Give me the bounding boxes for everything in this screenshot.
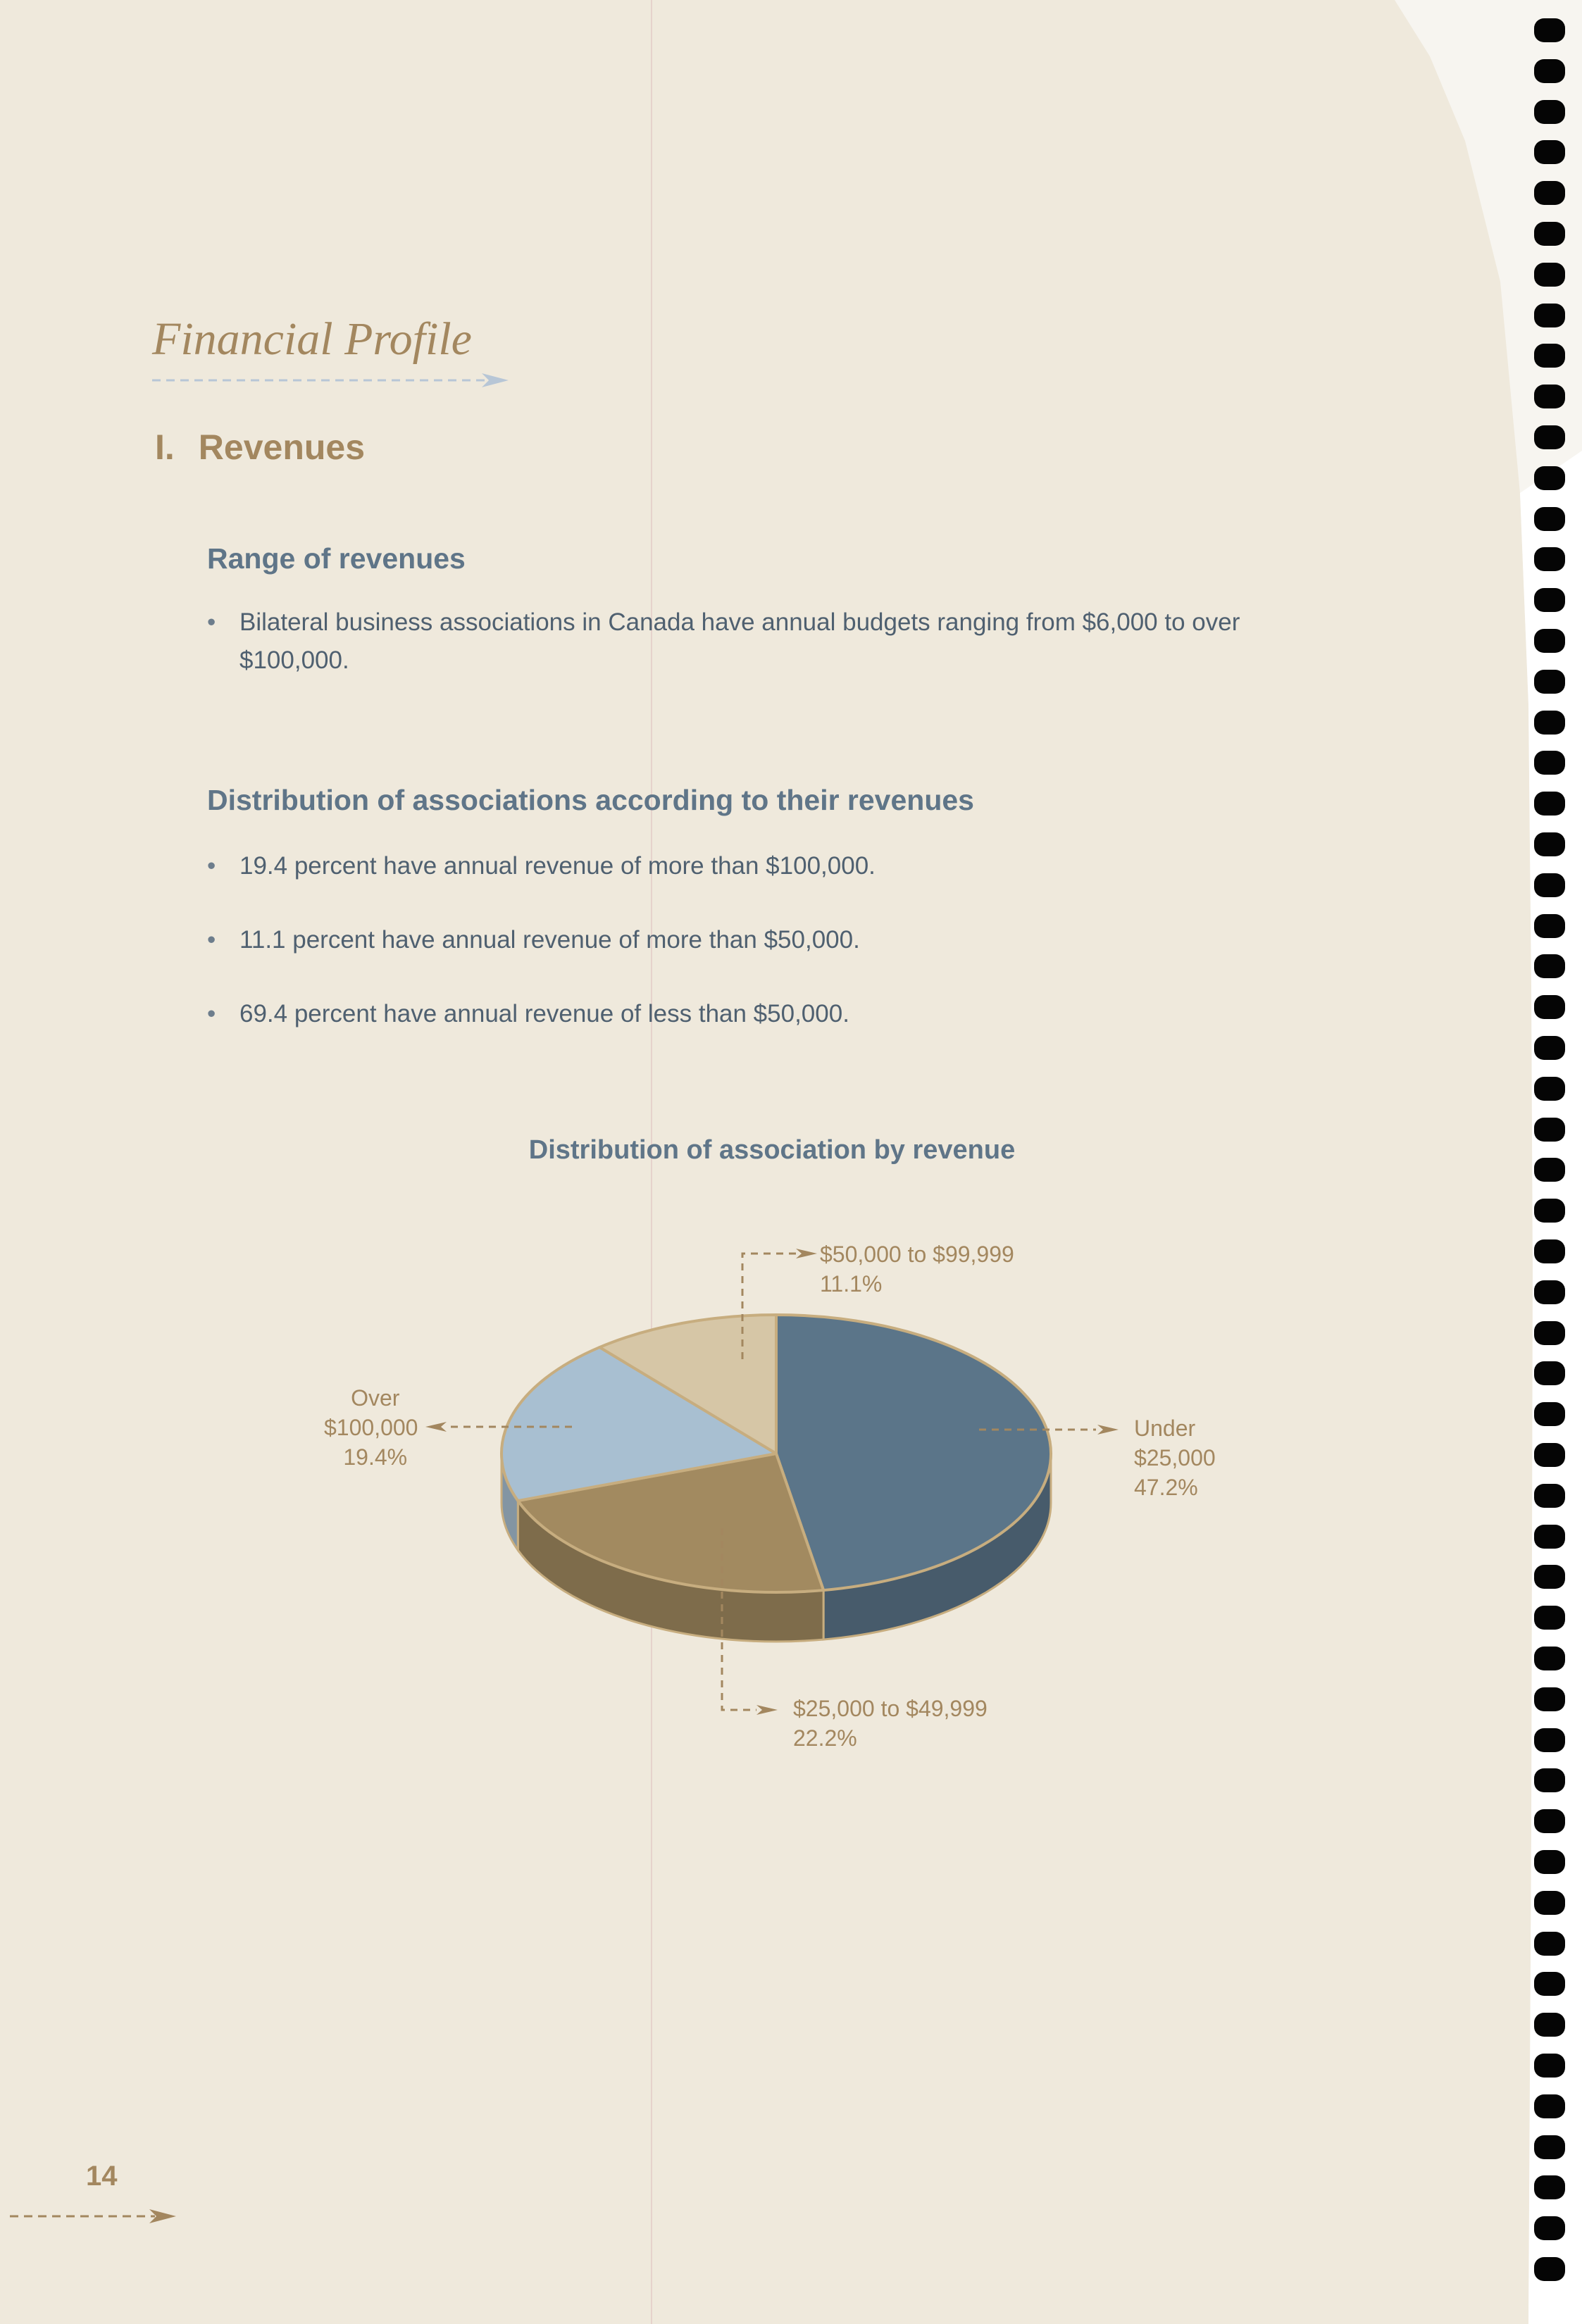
- binding-hole: [1534, 954, 1565, 978]
- binding-hole: [1534, 873, 1565, 897]
- binding-hole: [1534, 995, 1565, 1019]
- slice-value-label: 19.4%: [343, 1444, 408, 1470]
- binding-hole: [1534, 547, 1565, 571]
- distribution-bullet: • 19.4 percent have annual revenue of more than $100,000.: [207, 847, 876, 885]
- binding-hole: [1534, 304, 1565, 327]
- binding-hole: [1534, 832, 1565, 856]
- leader-arrow-icon: [425, 1422, 447, 1432]
- binding-hole: [1534, 1647, 1565, 1670]
- slice-label-text: $100,000: [324, 1415, 418, 1440]
- slice-label-text: $25,000: [1134, 1445, 1216, 1470]
- slice-value-label: 11.1%: [820, 1271, 883, 1297]
- binding-hole: [1534, 466, 1565, 490]
- range-bullet-line1: Bilateral business associations in Canada have annual budgets ranging from $6,000 to over: [239, 608, 1240, 636]
- binding-hole: [1534, 1199, 1565, 1223]
- distribution-heading: Distribution of associations according to their revenues: [207, 784, 974, 816]
- binding-hole: [1534, 2013, 1565, 2037]
- slice-label-text: $25,000 to $49,999: [793, 1696, 988, 1721]
- distribution-bullet: • 11.1 percent have annual revenue of more than $50,000.: [207, 921, 876, 959]
- binding-hole: [1534, 1036, 1565, 1060]
- binding-hole: [1534, 1321, 1565, 1345]
- binding-hole: [1534, 344, 1565, 368]
- binding-hole: [1534, 222, 1565, 246]
- binding-hole: [1534, 425, 1565, 449]
- slice-label-over-100k: [324, 1383, 422, 1472]
- binding-hole: [1534, 711, 1565, 735]
- slice-label-25k-49k: [793, 1694, 988, 1753]
- binding-hole: [1534, 100, 1565, 124]
- binding-hole: [1534, 2216, 1565, 2240]
- distribution-bullet: • 69.4 percent have annual revenue of less than $50,000.: [207, 995, 876, 1033]
- binding-hole: [1534, 1728, 1565, 1752]
- binding-hole: [1534, 1158, 1565, 1182]
- binding-hole: [1534, 1484, 1565, 1508]
- heading-text: Revenues: [198, 427, 366, 467]
- slice-value-label: 47.2%: [1134, 1475, 1198, 1500]
- binding-hole: [1534, 792, 1565, 816]
- binding-hole: [1534, 1850, 1565, 1874]
- binding-hole: [1534, 2257, 1565, 2281]
- binding-hole: [1534, 1402, 1565, 1426]
- binding-hole: [1534, 1891, 1565, 1915]
- binding-hole: [1534, 2094, 1565, 2118]
- heading-number: I.: [155, 427, 175, 467]
- binding-hole: [1534, 385, 1565, 408]
- binding-hole: [1534, 2054, 1565, 2078]
- binding-hole: [1534, 2175, 1565, 2199]
- binding-hole: [1534, 1280, 1565, 1304]
- binding-hole: [1534, 2135, 1565, 2159]
- slice-label-text: Under: [1134, 1416, 1196, 1441]
- binding-hole: [1534, 1972, 1565, 1996]
- binding-hole: [1534, 1809, 1565, 1833]
- binding-hole: [1534, 1077, 1565, 1101]
- binding-hole: [1534, 1118, 1565, 1142]
- binding-hole: [1534, 670, 1565, 694]
- range-bullet-line2: $100,000.: [239, 646, 349, 674]
- binding-hole: [1534, 181, 1565, 205]
- range-heading: Range of revenues: [207, 542, 466, 575]
- binding-hole: [1534, 1443, 1565, 1467]
- binding-hole: [1534, 1361, 1565, 1385]
- slice-label-text: $50,000 to $99,999: [820, 1242, 1014, 1267]
- binding-hole: [1534, 1932, 1565, 1956]
- binding-hole: [1534, 914, 1565, 938]
- binding-hole: [1534, 1565, 1565, 1589]
- binding-hole: [1534, 18, 1565, 42]
- leader-arrow-icon: [756, 1705, 778, 1715]
- page-number: 14: [86, 2161, 118, 2192]
- binding-hole: [1534, 588, 1565, 612]
- slice-label-under-25k: [1134, 1413, 1216, 1502]
- binding-hole: [1534, 1525, 1565, 1549]
- binding-hole: [1534, 1768, 1565, 1792]
- slice-value-label: 22.2%: [793, 1725, 857, 1751]
- leader-arrow-icon: [1097, 1425, 1119, 1435]
- chart-title: Distribution of association by revenue: [528, 1135, 1016, 1165]
- binding-hole: [1534, 629, 1565, 653]
- binding-hole: [1534, 507, 1565, 531]
- binding-hole: [1534, 1239, 1565, 1263]
- binding-hole: [1534, 140, 1565, 164]
- next-page-arrow-icon: [10, 2206, 179, 2227]
- binding-hole: [1534, 1606, 1565, 1630]
- binding-hole: [1534, 263, 1565, 287]
- binding-hole: [1534, 59, 1565, 83]
- spiral-binding: [1534, 18, 1568, 2314]
- slice-label-text: Over: [351, 1385, 400, 1411]
- slice-label-50k-99k: [690, 1239, 1014, 1299]
- section-title: Financial Profile: [152, 313, 472, 365]
- binding-hole: [1534, 1687, 1565, 1711]
- binding-hole: [1534, 751, 1565, 775]
